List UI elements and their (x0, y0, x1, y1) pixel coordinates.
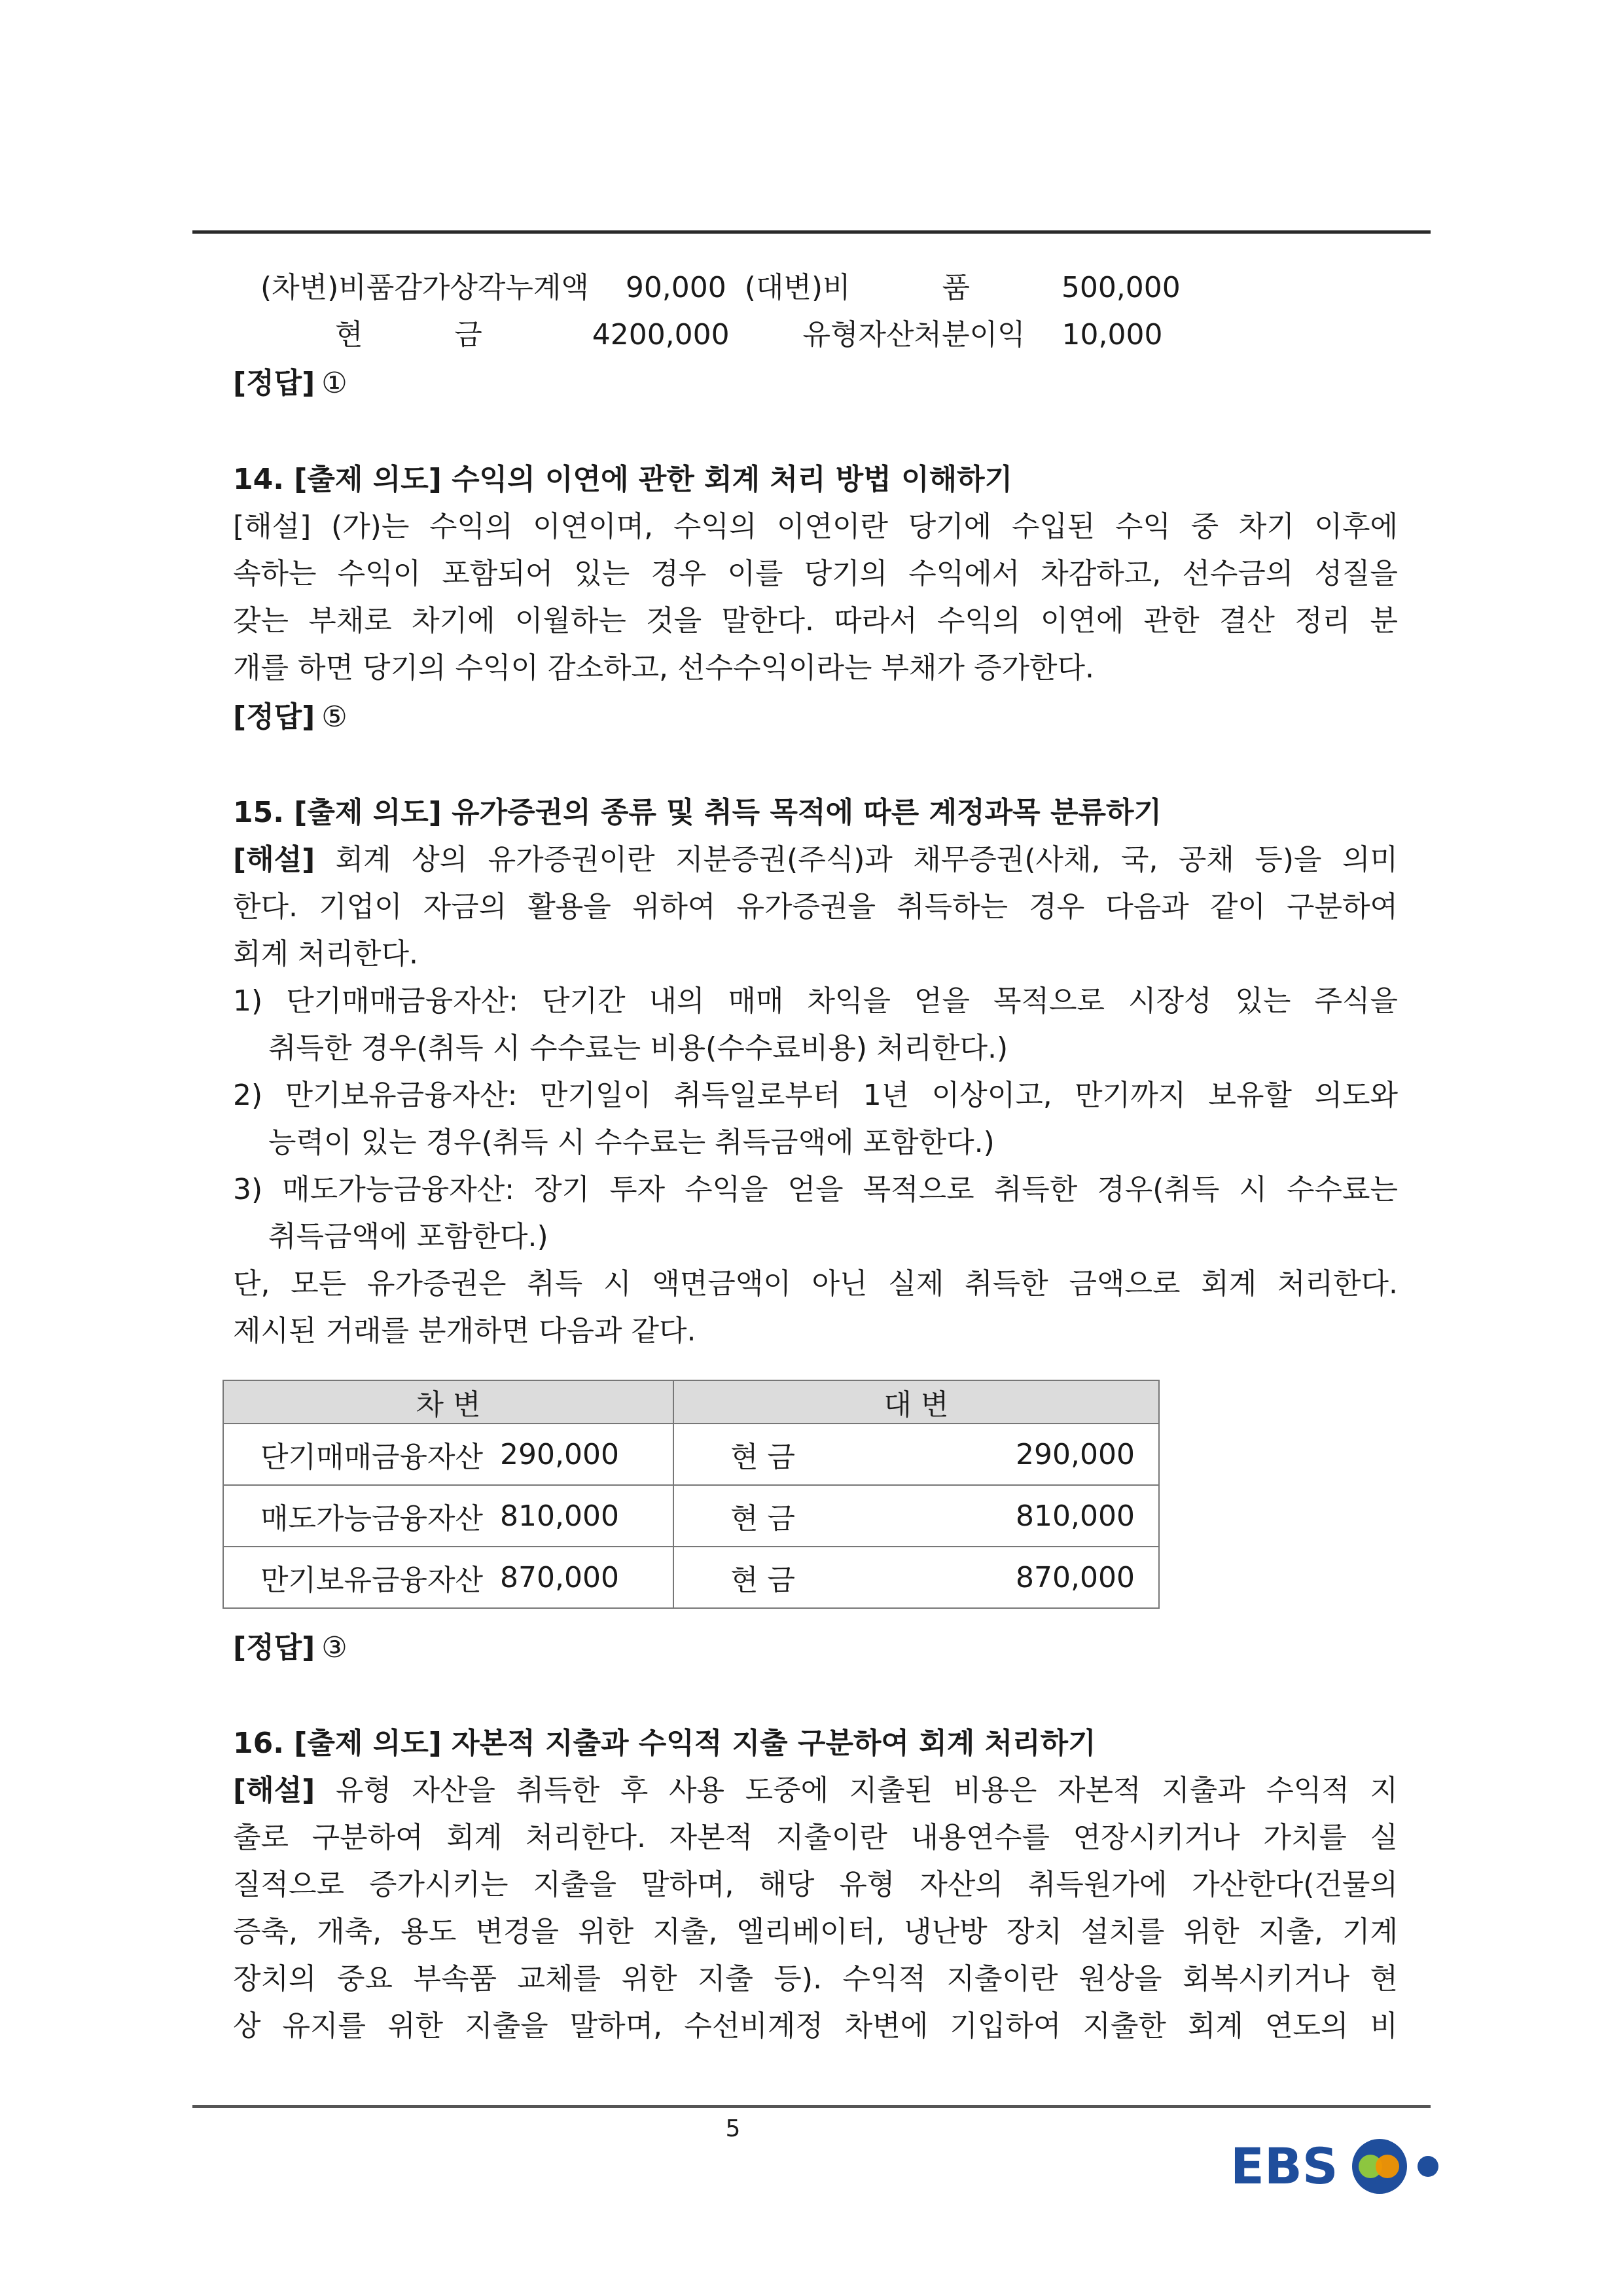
q15-line: 한다. 기업이 자금의 활용을 위하여 유가증권을 취득하는 경우 다음과 같이 구분하여 (233, 890, 1398, 924)
credit-amount: 870,000 (1016, 1560, 1135, 1594)
answer-13 (233, 360, 348, 407)
q16-line: 유형 자산을 취득한 후 사용 도중에 지출된 비용은 자본적 지출과 수익적 지 (315, 1774, 1398, 1807)
header-rule (192, 230, 1431, 234)
q16-line: 출로 구분하여 회계 처리한다. 자본적 지출이란 내용연수를 연장시키거나 가치를 실 (233, 1821, 1398, 1854)
journal-line-1: (차변)비품감가상각누계액 90,000 (대변)비 품 500,000 (260, 271, 1181, 304)
debit-account: 만기보유금융자산 (260, 1564, 484, 1597)
debit-amount: 290,000 (500, 1437, 619, 1471)
footer-rule (192, 2105, 1431, 2108)
credit-account: 현 금 (730, 1502, 795, 1535)
credit-account: 현 금 (730, 1564, 795, 1597)
q15-line: 능력이 있는 경우(취득 시 수수료는 취득금액에 포함한다.) (268, 1126, 995, 1159)
q14-explanation (233, 503, 1398, 692)
answer-14 (233, 694, 348, 741)
q15-list-item-1: 1) 단기매매금융자산: 단기간 내의 매매 차익을 얻을 목적으로 시장성 있는 주식을 (233, 984, 1398, 1018)
debit-account: 매도가능금융자산 (260, 1502, 484, 1535)
debit-amount: 870,000 (500, 1560, 619, 1594)
q14-heading: 14. [출제 의도] 수익의 이연에 관한 회계 처리 방법 이해하기 (233, 463, 1013, 496)
debit-account: 단기매매금융자산 (260, 1441, 484, 1474)
credit-account: 현 금 (730, 1441, 795, 1474)
journal-table (223, 1380, 1160, 1609)
q15-list-item-3: 3) 매도가능금융자산: 장기 투자 수익을 얻을 목적으로 취득한 경우(취득 시 수수료는 (233, 1173, 1398, 1206)
logo-small-circle (1418, 2156, 1438, 2177)
q15-list-item-2: 2) 만기보유금융자산: 만기일이 취득일로부터 1년 이상이고, 만기까지 보유할 의도와 (233, 1079, 1398, 1112)
answer-label: [정답] (233, 1631, 315, 1664)
answer-mark: ⑤ (321, 700, 348, 734)
table-row (223, 1547, 1159, 1608)
q15-label: [해설] (233, 843, 315, 876)
answer-label: [정답] (233, 700, 315, 734)
credit-header: 대 변 (673, 1380, 1159, 1424)
q14-line: [해설] (가)는 수익의 이연이며, 수익의 이연이란 당기에 수입된 수익 중 차기 이후에 (233, 510, 1398, 543)
q16-heading: 16. [출제 의도] 자본적 지출과 수익적 지출 구분하여 회계 처리하기 (233, 1727, 1096, 1760)
logo-orange-dot (1376, 2155, 1399, 2178)
table-row (223, 1485, 1159, 1547)
q15-line: 회계 처리한다. (233, 937, 418, 971)
credit-amount: 290,000 (1016, 1437, 1135, 1471)
q16-line: 증축, 개축, 용도 변경을 위한 지출, 엘리베이터, 냉난방 장치 설치를 위한 지출, 기계 (233, 1915, 1398, 1948)
answer-mark: ③ (321, 1631, 348, 1664)
ebs-logo (1230, 2128, 1446, 2200)
q14-line: 속하는 수익이 포함되어 있는 경우 이를 당기의 수익에서 차감하고, 선수금의 성질을 (233, 557, 1398, 590)
q15-line: 회계 상의 유가증권이란 지분증권(주식)과 채무증권(사채, 국, 공채 등)을 의미 (315, 843, 1398, 876)
q14-line: 개를 하면 당기의 수익이 감소하고, 선수수익이라는 부채가 증가한다. (233, 651, 1094, 685)
table-row (223, 1424, 1159, 1485)
q16-line: 상 유지를 위한 지출을 말하며, 수선비계정 차변에 기입하여 지출한 회계 연도의 비 (233, 2009, 1398, 2043)
debit-header: 차 변 (223, 1380, 673, 1424)
q14-line: 갖는 부채로 차기에 이월하는 것을 말한다. 따라서 수익의 이연에 관한 결산 정리 분 (233, 604, 1398, 637)
answer-mark: ① (321, 367, 348, 400)
debit-amount: 810,000 (500, 1499, 619, 1533)
credit-amount: 810,000 (1016, 1499, 1135, 1533)
q15-line: 제시된 거래를 분개하면 다음과 같다. (233, 1314, 696, 1348)
q15-line: 단, 모든 유가증권은 취득 시 액면금액이 아닌 실제 취득한 금액으로 회계 처리한다. (233, 1267, 1398, 1300)
q16-label: [해설] (233, 1774, 315, 1807)
q15-heading: 15. [출제 의도] 유가증권의 종류 및 취득 목적에 따른 계정과목 분류하기 (233, 796, 1162, 829)
page-number: 5 (725, 2115, 741, 2142)
journal-line-2: 현 금 4200,000 유형자산처분이익 10,000 (335, 318, 1163, 351)
q16-line: 장치의 중요 부속품 교체를 위한 지출 등). 수익적 지출이란 원상을 회복시키거나 현 (233, 1962, 1398, 1996)
ebs-logo-text: EBS (1230, 2137, 1338, 2195)
q15-line: 취득금액에 포함한다.) (268, 1220, 548, 1253)
q16-line: 질적으로 증가시키는 지출을 말하며, 해당 유형 자산의 취득원가에 가산한다(건물의 (233, 1868, 1398, 1901)
q15-explanation (233, 836, 1398, 1355)
q15-line: 취득한 경우(취득 시 수수료는 비용(수수료비용) 처리한다.) (268, 1031, 1008, 1065)
answer-15 (233, 1624, 348, 1672)
answer-label: [정답] (233, 367, 315, 400)
q16-explanation (233, 1767, 1398, 2050)
